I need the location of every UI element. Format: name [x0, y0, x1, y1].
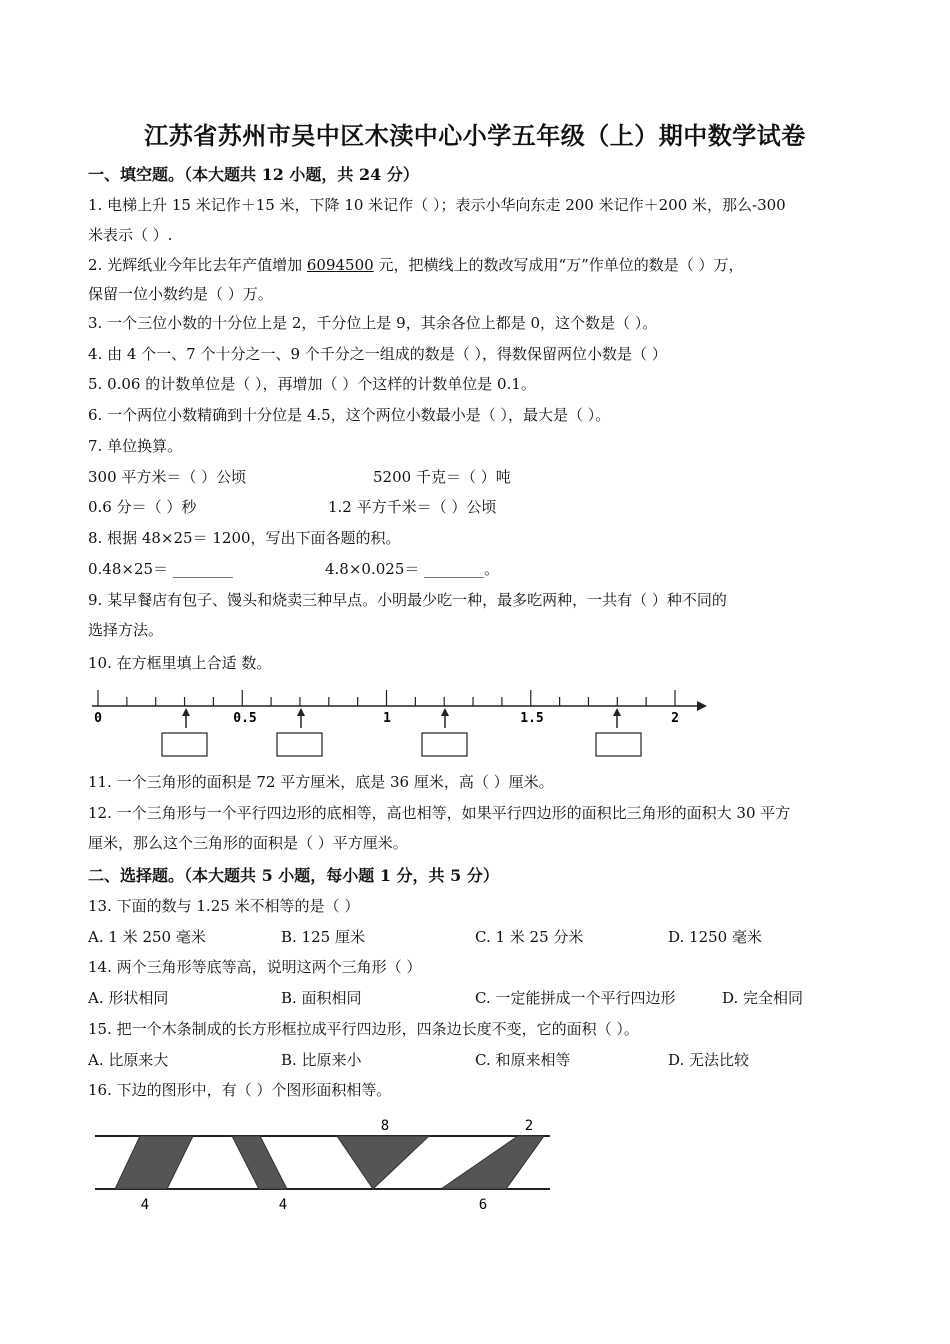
- question-8-item-b: 4.8×0.025＝ ________。: [325, 560, 500, 578]
- question-9-line-1: 9. 某早餐店有包子、馒头和烧卖三种早点。小明最少吃一种，最多吃两种，一共有（ ）种不同的: [88, 591, 727, 609]
- question-14-option-b[interactable]: B. 面积相同: [281, 989, 362, 1007]
- answer-box-1[interactable]: [162, 733, 207, 756]
- question-15-option-d[interactable]: D. 无法比较: [668, 1051, 750, 1069]
- question-15-option-c[interactable]: C. 和原来相等: [475, 1051, 571, 1069]
- question-14-option-a[interactable]: A. 形状相同: [88, 989, 169, 1007]
- number-line-label-0-5: 0.5: [233, 711, 257, 726]
- question-15-option-b[interactable]: B. 比原来小: [281, 1051, 362, 1069]
- question-14-option-c[interactable]: C. 一定能拼成一个平行四边形: [475, 989, 676, 1007]
- question-8: 8. 根据 48×25＝ 1200，写出下面各题的积。: [88, 529, 401, 547]
- question-12-line-2: 厘米，那么这个三角形的面积是（ ）平方厘米。: [88, 834, 408, 852]
- question-16: 16. 下边的图形中，有（ ）个图形面积相等。: [88, 1081, 392, 1099]
- question-9-line-2: 选择方法。: [88, 621, 164, 639]
- page-title: 江苏省苏州市吴中区木渎中心小学五年级（上）期中数学试卷: [144, 121, 806, 150]
- question-13: 13. 下面的数与 1.25 米不相等的是（ ）: [88, 897, 360, 915]
- question-13-option-c[interactable]: C. 1 米 25 分米: [475, 928, 584, 946]
- question-15: 15. 把一个木条制成的长方形框拉成平行四边形，四条边长度不变，它的面积（ ）。: [88, 1020, 639, 1038]
- question-8-item-a: 0.48×25＝ ________: [88, 560, 233, 578]
- question-7-item-d: 1.2 平方千米＝（ ）公顷: [328, 498, 497, 516]
- question-3: 3. 一个三位小数的十分位上是 2，千分位上是 9，其余各位上都是 0，这个数是（ ）。: [88, 314, 658, 332]
- label-bottom-4a: 4: [140, 1197, 150, 1213]
- question-2-line-2: 保留一位小数约是（ ）万。: [88, 285, 273, 303]
- shape-trapezoid: [441, 1136, 544, 1189]
- answer-box-2[interactable]: [277, 733, 322, 756]
- answer-arrow-3: [441, 708, 449, 728]
- question-14: 14. 两个三角形等底等高，说明这两个三角形（ ）: [88, 958, 422, 976]
- question-5: 5. 0.06 的计数单位是（ ），再增加（ ）个这样的计数单位是 0.1。: [88, 375, 536, 393]
- section-heading-choice: 二、选择题。（本大题共 5 小题，每小题 1 分，共 5 分）: [88, 866, 499, 885]
- question-2-text-start: 2. 光辉纸业今年比去年产值增加: [88, 256, 307, 274]
- question-7-item-a: 300 平方米＝（ ）公顷: [88, 468, 247, 486]
- label-top-2: 2: [524, 1118, 534, 1134]
- number-line-label-2: 2: [671, 711, 679, 726]
- question-7-item-c: 0.6 分＝（ ）秒: [88, 498, 197, 516]
- question-4: 4. 由 4 个一、7 个十分之一、9 个千分之一组成的数是（ ），得数保留两位小数是（ ）: [88, 345, 667, 363]
- answer-arrow-4: [613, 708, 621, 728]
- number-line-label-0: 0: [94, 711, 102, 726]
- question-13-option-b[interactable]: B. 125 厘米: [281, 928, 365, 946]
- question-12-line-1: 12. 一个三角形与一个平行四边形的底相等，高也相等，如果平行四边形的面积比三角形的面积大 30 平方: [88, 804, 791, 822]
- label-bottom-4b: 4: [278, 1197, 288, 1213]
- number-line-label-1-5: 1.5: [520, 711, 544, 726]
- shape-triangle-1: [337, 1136, 429, 1189]
- question-13-option-a[interactable]: A. 1 米 250 毫米: [88, 928, 206, 946]
- question-15-option-a[interactable]: A. 比原来大: [88, 1051, 169, 1069]
- question-1-line-1: 1. 电梯上升 15 米记作＋15 米，下降 10 米记作（ ）；表示小华向东走 200 米记作＋200 米，那么-300: [88, 196, 786, 214]
- question-2-text-end: 元，把横线上的数改写成用“万”作单位的数是（ ）万，: [373, 256, 744, 274]
- question-1-line-2: 米表示（ ）.: [88, 226, 173, 244]
- section-heading-fill-in: 一、填空题。（本大题共 12 小题，共 24 分）: [88, 165, 419, 184]
- question-10: 10. 在方框里填上合适 数。: [88, 654, 272, 672]
- question-7-item-b: 5200 千克＝（ ）吨: [373, 468, 511, 486]
- label-bottom-6: 6: [478, 1197, 488, 1213]
- question-14-option-d[interactable]: D. 完全相同: [722, 989, 804, 1007]
- answer-arrow-1: [182, 708, 190, 728]
- shape-parallelogram-2: [232, 1136, 287, 1189]
- answer-arrow-2: [297, 708, 305, 728]
- answer-box-4[interactable]: [596, 733, 641, 756]
- number-line-figure: [85, 684, 710, 764]
- answer-box-3[interactable]: [422, 733, 467, 756]
- shape-parallelogram-1: [115, 1136, 193, 1189]
- parallel-lines-figure: [88, 1112, 558, 1217]
- question-13-option-d[interactable]: D. 1250 毫米: [668, 928, 762, 946]
- number-line-label-1: 1: [383, 711, 391, 726]
- question-6: 6. 一个两位小数精确到十分位是 4.5，这个两位小数最小是（ ），最大是（ ）。: [88, 406, 611, 424]
- question-7: 7. 单位换算。: [88, 437, 183, 455]
- label-top-8: 8: [380, 1118, 390, 1134]
- question-2-line-1: [88, 255, 744, 275]
- question-11: 11. 一个三角形的面积是 72 平方厘米，底是 36 厘米，高（ ）厘米。: [88, 773, 554, 791]
- question-2-underlined-number: 6094500: [306, 256, 374, 274]
